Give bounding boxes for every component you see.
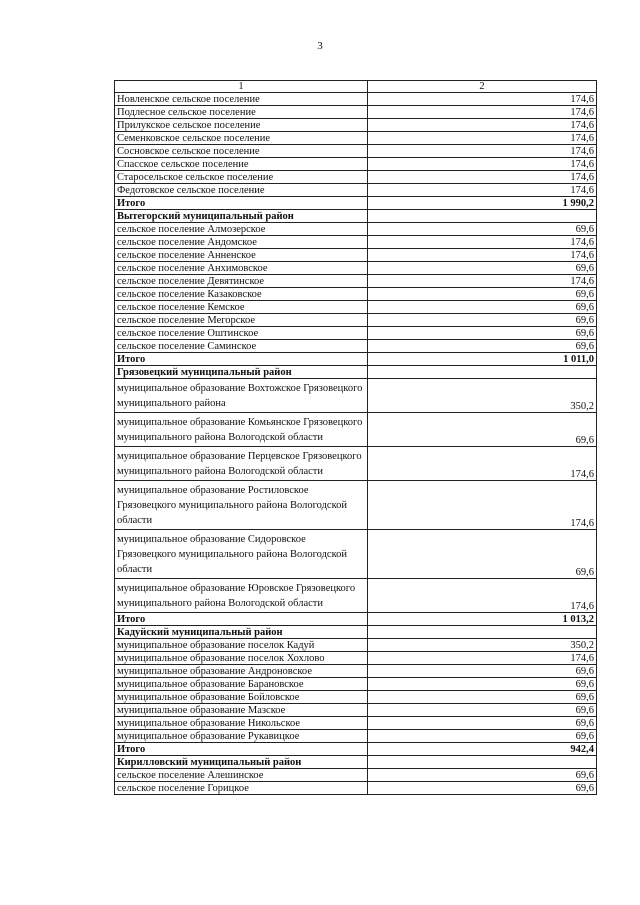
value-cell: 174,6 <box>368 249 597 262</box>
table-row <box>115 262 597 275</box>
header-col2: 2 <box>368 81 597 93</box>
table-row <box>115 184 597 197</box>
value-cell: 174,6 <box>368 184 597 197</box>
table-row <box>115 275 597 288</box>
value-cell <box>368 626 597 639</box>
section-row <box>115 756 597 769</box>
page-number: 3 <box>317 40 323 52</box>
value-cell: 174,6 <box>368 119 597 132</box>
value-cell: 350,2 <box>368 639 597 652</box>
name-cell: Кадуйский муниципальный район <box>115 626 368 639</box>
name-cell: сельское поселение Казаковское <box>115 288 368 301</box>
value-cell <box>368 756 597 769</box>
value-cell: 69,6 <box>368 730 597 743</box>
total-row <box>115 743 597 756</box>
table-row <box>115 171 597 184</box>
name-cell: муниципальное образование поселок Хохлово <box>115 652 368 665</box>
name-cell: Грязовецкий муниципальный район <box>115 366 368 379</box>
value-cell: 1 990,2 <box>368 197 597 210</box>
name-cell: сельское поселение Анхимовское <box>115 262 368 275</box>
value-cell: 69,6 <box>368 691 597 704</box>
name-cell: сельское поселение Саминское <box>115 340 368 353</box>
table-row <box>115 93 597 106</box>
table-row <box>115 158 597 171</box>
value-cell: 69,6 <box>368 340 597 353</box>
value-cell: 69,6 <box>368 288 597 301</box>
header-col1: 1 <box>115 81 368 93</box>
table-row <box>115 119 597 132</box>
table-row <box>115 639 597 652</box>
value-cell: 174,6 <box>368 579 597 613</box>
name-cell: сельское поселение Анненское <box>115 249 368 262</box>
value-cell: 69,6 <box>368 301 597 314</box>
value-cell <box>368 366 597 379</box>
value-cell: 69,6 <box>368 327 597 340</box>
total-row <box>115 353 597 366</box>
name-cell: Федотовское сельское поселение <box>115 184 368 197</box>
name-cell: муниципальное образование Бойловское <box>115 691 368 704</box>
name-cell: Кирилловский муниципальный район <box>115 756 368 769</box>
value-cell: 1 013,2 <box>368 613 597 626</box>
value-cell: 350,2 <box>368 379 597 413</box>
value-cell: 174,6 <box>368 158 597 171</box>
table-row <box>115 413 597 447</box>
name-cell: сельское поселение Девятинское <box>115 275 368 288</box>
table-row <box>115 530 597 579</box>
table-row <box>115 145 597 158</box>
total-row <box>115 197 597 210</box>
name-cell: сельское поселение Горицкое <box>115 782 368 795</box>
table-row <box>115 327 597 340</box>
value-cell: 69,6 <box>368 704 597 717</box>
name-cell: муниципальное образование Перцевское Грязовецкого муниципального района Вологодской области <box>115 447 368 481</box>
name-cell: Итого <box>115 353 368 366</box>
name-cell: Прилукское сельское поселение <box>115 119 368 132</box>
table-row <box>115 314 597 327</box>
table-row <box>115 301 597 314</box>
table-row <box>115 717 597 730</box>
name-cell: муниципальное образование Комьянское Грязовецкого муниципального района Вологодской области <box>115 413 368 447</box>
value-cell: 174,6 <box>368 106 597 119</box>
value-cell: 69,6 <box>368 769 597 782</box>
value-cell <box>368 210 597 223</box>
value-cell: 69,6 <box>368 530 597 579</box>
table-row <box>115 223 597 236</box>
name-cell: сельское поселение Оштинское <box>115 327 368 340</box>
table-row <box>115 288 597 301</box>
name-cell: Подлесное сельское поселение <box>115 106 368 119</box>
name-cell: Семенковское сельское поселение <box>115 132 368 145</box>
value-cell: 174,6 <box>368 447 597 481</box>
table-row <box>115 481 597 530</box>
value-cell: 69,6 <box>368 413 597 447</box>
value-cell: 69,6 <box>368 262 597 275</box>
value-cell: 174,6 <box>368 236 597 249</box>
table-header-row <box>115 81 597 93</box>
value-cell: 174,6 <box>368 93 597 106</box>
name-cell: муниципальное образование Рукавицкое <box>115 730 368 743</box>
name-cell: Сосновское сельское поселение <box>115 145 368 158</box>
table-row <box>115 447 597 481</box>
value-cell: 174,6 <box>368 652 597 665</box>
section-row <box>115 210 597 223</box>
value-cell: 69,6 <box>368 717 597 730</box>
name-cell: Вытегорский муниципальный район <box>115 210 368 223</box>
name-cell: сельское поселение Алешинское <box>115 769 368 782</box>
section-row <box>115 626 597 639</box>
value-cell: 69,6 <box>368 678 597 691</box>
table-row <box>115 678 597 691</box>
name-cell: сельское поселение Кемское <box>115 301 368 314</box>
table-row <box>115 652 597 665</box>
value-cell: 69,6 <box>368 782 597 795</box>
name-cell: муниципальное образование поселок Кадуй <box>115 639 368 652</box>
name-cell: муниципальное образование Никольское <box>115 717 368 730</box>
name-cell: муниципальное образование Барановское <box>115 678 368 691</box>
name-cell: Итого <box>115 743 368 756</box>
name-cell: сельское поселение Алмозерское <box>115 223 368 236</box>
name-cell: муниципальное образование Юровское Грязовецкого муниципального района Вологодской области <box>115 579 368 613</box>
section-row <box>115 366 597 379</box>
name-cell: сельское поселение Андомское <box>115 236 368 249</box>
table-row <box>115 782 597 795</box>
table-row <box>115 132 597 145</box>
table-row <box>115 769 597 782</box>
value-cell: 174,6 <box>368 275 597 288</box>
name-cell: муниципальное образование Андроновское <box>115 665 368 678</box>
allocation-table <box>114 80 597 795</box>
table-row <box>115 106 597 119</box>
value-cell: 69,6 <box>368 665 597 678</box>
value-cell: 942,4 <box>368 743 597 756</box>
name-cell: Итого <box>115 613 368 626</box>
table-row <box>115 665 597 678</box>
name-cell: муниципальное образование Мазское <box>115 704 368 717</box>
value-cell: 69,6 <box>368 314 597 327</box>
table-row <box>115 730 597 743</box>
table-row <box>115 579 597 613</box>
value-cell: 174,6 <box>368 481 597 530</box>
value-cell: 69,6 <box>368 223 597 236</box>
name-cell: сельское поселение Мегорское <box>115 314 368 327</box>
value-cell: 174,6 <box>368 145 597 158</box>
value-cell: 174,6 <box>368 132 597 145</box>
name-cell: муниципальное образование Вохтожское Грязовецкого муниципального района <box>115 379 368 413</box>
total-row <box>115 613 597 626</box>
name-cell: муниципальное образование Ростиловское Грязовецкого муниципального района Вологодской области <box>115 481 368 530</box>
table-row <box>115 236 597 249</box>
value-cell: 1 011,0 <box>368 353 597 366</box>
table-row <box>115 249 597 262</box>
table-body <box>115 93 597 795</box>
name-cell: Спасское сельское поселение <box>115 158 368 171</box>
name-cell: Новленское сельское поселение <box>115 93 368 106</box>
name-cell: Итого <box>115 197 368 210</box>
table-row <box>115 691 597 704</box>
name-cell: муниципальное образование Сидоровское Грязовецкого муниципального района Вологодской области <box>115 530 368 579</box>
value-cell: 174,6 <box>368 171 597 184</box>
table-row <box>115 340 597 353</box>
table-row <box>115 379 597 413</box>
table-row <box>115 704 597 717</box>
name-cell: Старосельское сельское поселение <box>115 171 368 184</box>
